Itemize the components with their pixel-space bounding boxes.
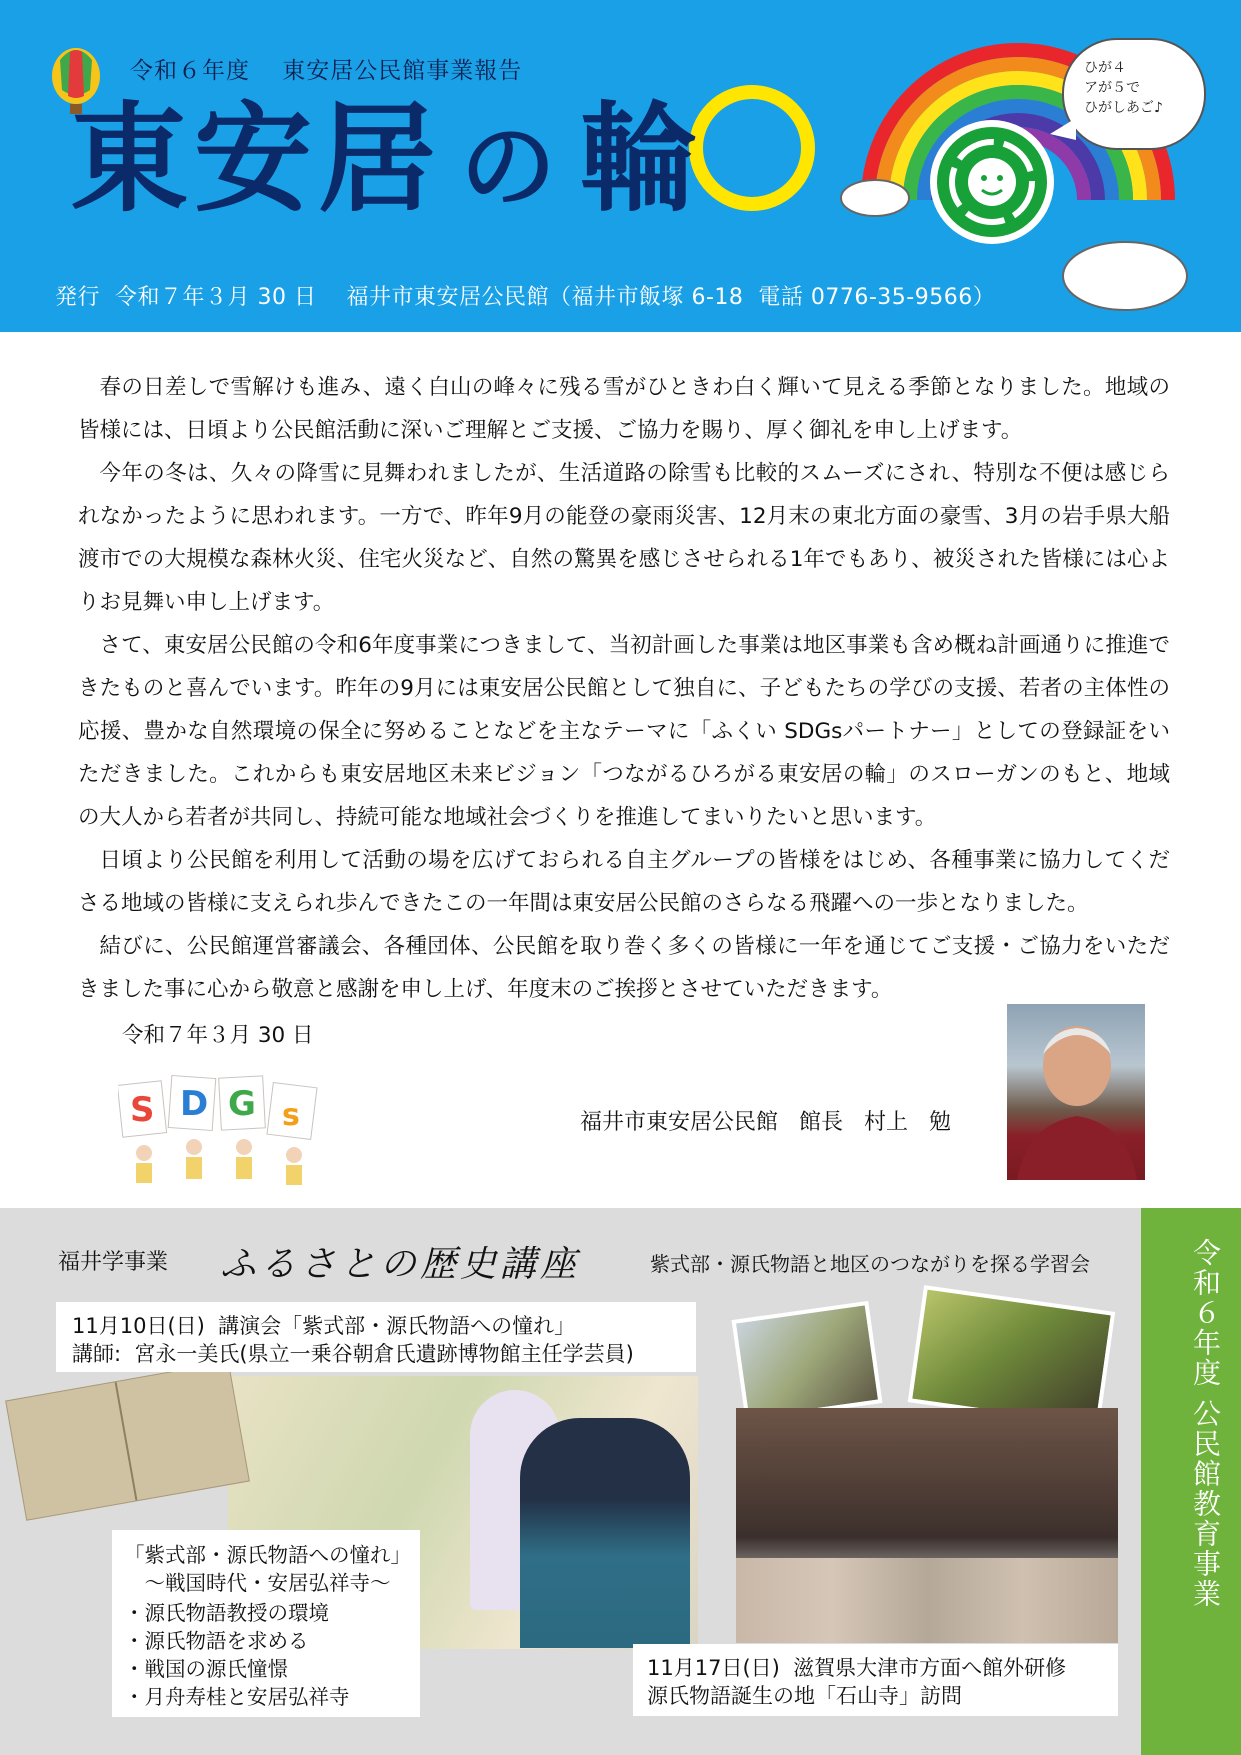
sdgs-letter: G [228,1084,256,1124]
lecture-info-box [56,1302,696,1372]
title-particle: の [460,111,563,223]
sdgs-letter: S [130,1090,155,1130]
newsletter-title [70,90,705,228]
portrait-figure [1007,1004,1145,1180]
speech-bubble-tail [1050,118,1076,140]
sdgs-letter: D [180,1084,209,1124]
greeting-paragraph: 結びに、公民館運営審議会、各種団体、公民館を取り巻く多くの皆様に一年を通じてご支援・ご協力をいただきました事に心から敬意と感謝を申し上げ、年度末のご挨拶とさせていただきます。 [78,934,1170,1002]
lecture-topics-box [112,1530,420,1717]
autumn-garden-photo [732,1301,883,1422]
topic-item: ・戦国の源氏憧憬 [124,1657,288,1681]
topic-item: ・月舟寿桂と安居弘祥寺 [124,1685,350,1709]
speaker-photo [520,1418,690,1648]
bubble-line: アが５で [1084,80,1140,96]
director-portrait-photo [1007,1004,1145,1180]
report-subtitle: 令和６年度 東安居公民館事業報告 [130,58,523,84]
trip-date-line: 11月17日(日) 滋賀県大津市方面へ館外研修 [647,1656,1067,1680]
publication-info: 発行 令和７年３月 30 日 福井市東安居公民館（福井市飯塚 6-18 電話 0776-35-9566） [55,285,996,310]
bubble-line: ひが４ [1084,60,1126,76]
greeting-paragraph: 日頃より公民館を利用して活動の場を広げておられる自主グループの皆様をはじめ、各種事業に協力してくださる地域の皆様に支えられ歩んできたこの一年間は東安居公民館のさらなる飛躍への一歩となりました。 [78,848,1170,916]
topic-item: ～戦国時代・安居弘祥寺～ [124,1571,391,1595]
book-spine [115,1382,138,1501]
trip-destination-line: 源氏物語誕生の地「石山寺」訪問 [647,1684,962,1708]
topic-item: 「紫式部・源氏物語への憧れ」 [124,1543,411,1567]
sun-ring-icon [696,92,808,204]
signature: 福井市東安居公民館 館長 村上 勉 [580,1110,951,1135]
title-main: 東安居 [70,90,443,228]
mascot-emblem-icon [930,120,1054,244]
greeting-paragraph: さて、東安居公民館の令和6年度事業につきまして、当初計画した事業は地区事業も含め概ね計画通りに推進できたものと喜んでいます。昨年の9月には東安居公民館として独自に、子どもたちの学びの支援、若者の主体性の応援、豊かな自然環境の保全に努めることなどを主なテーマに「ふくい SDGsパートナー」としての登録証をいただきました。これからも東安居地区未来ビジョン「つながるひろがる東安居の輪」のスローガンのもと、地域の大人から若者が共同し、持続可能な地域社会づくりを推進してまいりたいと思います。 [78,633,1170,830]
title-end: 輪 [580,90,705,228]
speech-bubble-text [1084,58,1163,118]
greeting-text [78,366,1170,1011]
greeting-paragraph: 春の日差しで雪解けも進み、遠く白山の峰々に残る雪がひときわ白く輝いて見える季節となりました。地域の皆様には、日頃より公民館活動に深いご理解とご支援、ご協力を賜り、厚く御礼を申し上げます。 [78,375,1170,443]
sdgs-illustration [118,1075,328,1190]
bubble-line: ひがしあご♪ [1084,100,1163,116]
lecture-subtitle: 紫式部・源氏物語と地区のつながりを探る学習会 [650,1252,1090,1276]
group-people [736,1558,1118,1643]
section-category: 福井学事業 [58,1250,169,1275]
header-banner [0,0,1241,332]
side-band-label: 令和６年度 公民館教育事業 [1189,1238,1222,1609]
greeting-paragraph: 今年の冬は、久々の降雪に見舞われましたが、生活道路の除雪も比較的スムーズにされ、特別な不便は感じられなかったように思われます。一方で、昨年9月の能登の豪雨災害、12月末の東北方面の豪雪、3月の岩手県大船渡市での大規模な森林火災、住宅火災など、自然の驚異を感じさせられる1年でもあり、被災された皆様には心よりお見舞い申し上げます。 [78,461,1170,615]
topic-item: ・源氏物語教授の環境 [124,1601,329,1625]
lecturer-line: 講師: 宮永一美氏(県立一乗谷朝倉氏遺跡博物館主任学芸員) [72,1342,634,1366]
lecture-date-line: 11月10日(日) 講演会「紫式部・源氏物語への憧れ」 [72,1314,576,1338]
sdgs-letter: s [282,1098,300,1133]
topic-item: ・源氏物語を求める [124,1629,309,1653]
group-photo-ishiyamadera [736,1408,1118,1643]
lecture-title: ふるさとの歴史講座 [220,1244,581,1285]
field-trip-info-box [633,1644,1118,1716]
greeting-date: 令和７年３月 30 日 [122,1023,314,1048]
